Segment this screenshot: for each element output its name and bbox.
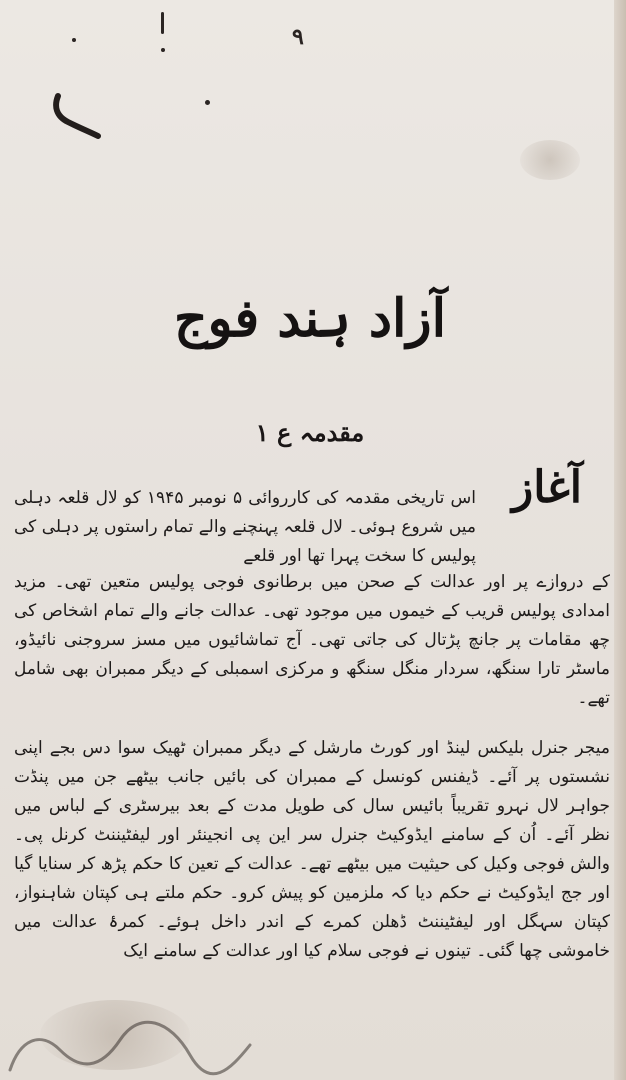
article-subtitle: مقدمہ ع ۱ (255, 418, 365, 447)
page-number: ۹ (292, 24, 304, 50)
intro-heading: آغاز (512, 462, 582, 513)
paragraph-opening: اس تاریخی مقدمہ کی کارروائی ۵ نومبر ۱۹۴۵ کو لال قلعہ دہلی میں شروع ہوئی۔ لال قلعہ پہنچنے والے تمام راستوں پر دہلی کی پولیس کا سخت پہرا تھا اور قلعے (14, 488, 476, 566)
ink-mark (205, 100, 210, 105)
paper-stain (520, 140, 580, 180)
paragraph-1: کے دروازے پر اور عدالت کے صحن میں برطانوی فوجی پولیس متعین تھی۔ مزید امدادی پولیس قریب کے خیموں میں موجود تھی۔ عدالت جانے والے تمام اشخاص کی چھ مقامات پر جانچ پڑتال کی جاتی تھی۔ آج تماشائیوں میں مسز سروجنی نائیڈو، ماسٹر تارا سنگھ، سردار منگل سنگھ و مرکزی اسمبلی کے دیگر ممبران بھی شامل تھے۔ (14, 572, 610, 708)
ink-mark (161, 12, 164, 34)
ink-mark (72, 38, 76, 42)
ink-mark (161, 48, 165, 52)
ink-scribble (0, 1000, 260, 1080)
ink-stroke (50, 92, 102, 140)
page-edge (614, 0, 626, 1080)
article-title: آزاد ہند فوج (173, 288, 447, 349)
paragraph-2: میجر جنرل بلیکس لینڈ اور کورٹ مارشل کے دیگر ممبران ٹھیک سوا دس بجے اپنی نشستوں پر آئے۔ ڈیفنس کونسل کے ممبران کی بائیں جانب بیٹھے جن میں پنڈت جواہر لال نہرو تقریباً بائیس سال کی طویل مدت کے بعد بیرسٹری کے لباس میں نظر آئے۔ اُن کے سامنے ایڈوکیٹ جنرل سر این پی انجینئر اور لیفٹیننٹ کرنل پی۔ والش فوجی وکیل کی حیثیت میں بیٹھے تھے۔ عدالت کے تعین کا حکم پڑھ کر سنایا گیا اور جج ایڈوکیٹ نے حکم دیا کہ ملزمین کو پیش کرو۔ حکم ملتے ہی کپتان شاہنواز، کپتان سہگل اور لیفٹیننٹ ڈھلن کمرے کے اندر داخل ہوئے۔ کمرۂ عدالت میں خاموشی چھا گئی۔ تینوں نے فوجی سلام کیا اور عدالت کے سامنے ایک (14, 738, 610, 961)
